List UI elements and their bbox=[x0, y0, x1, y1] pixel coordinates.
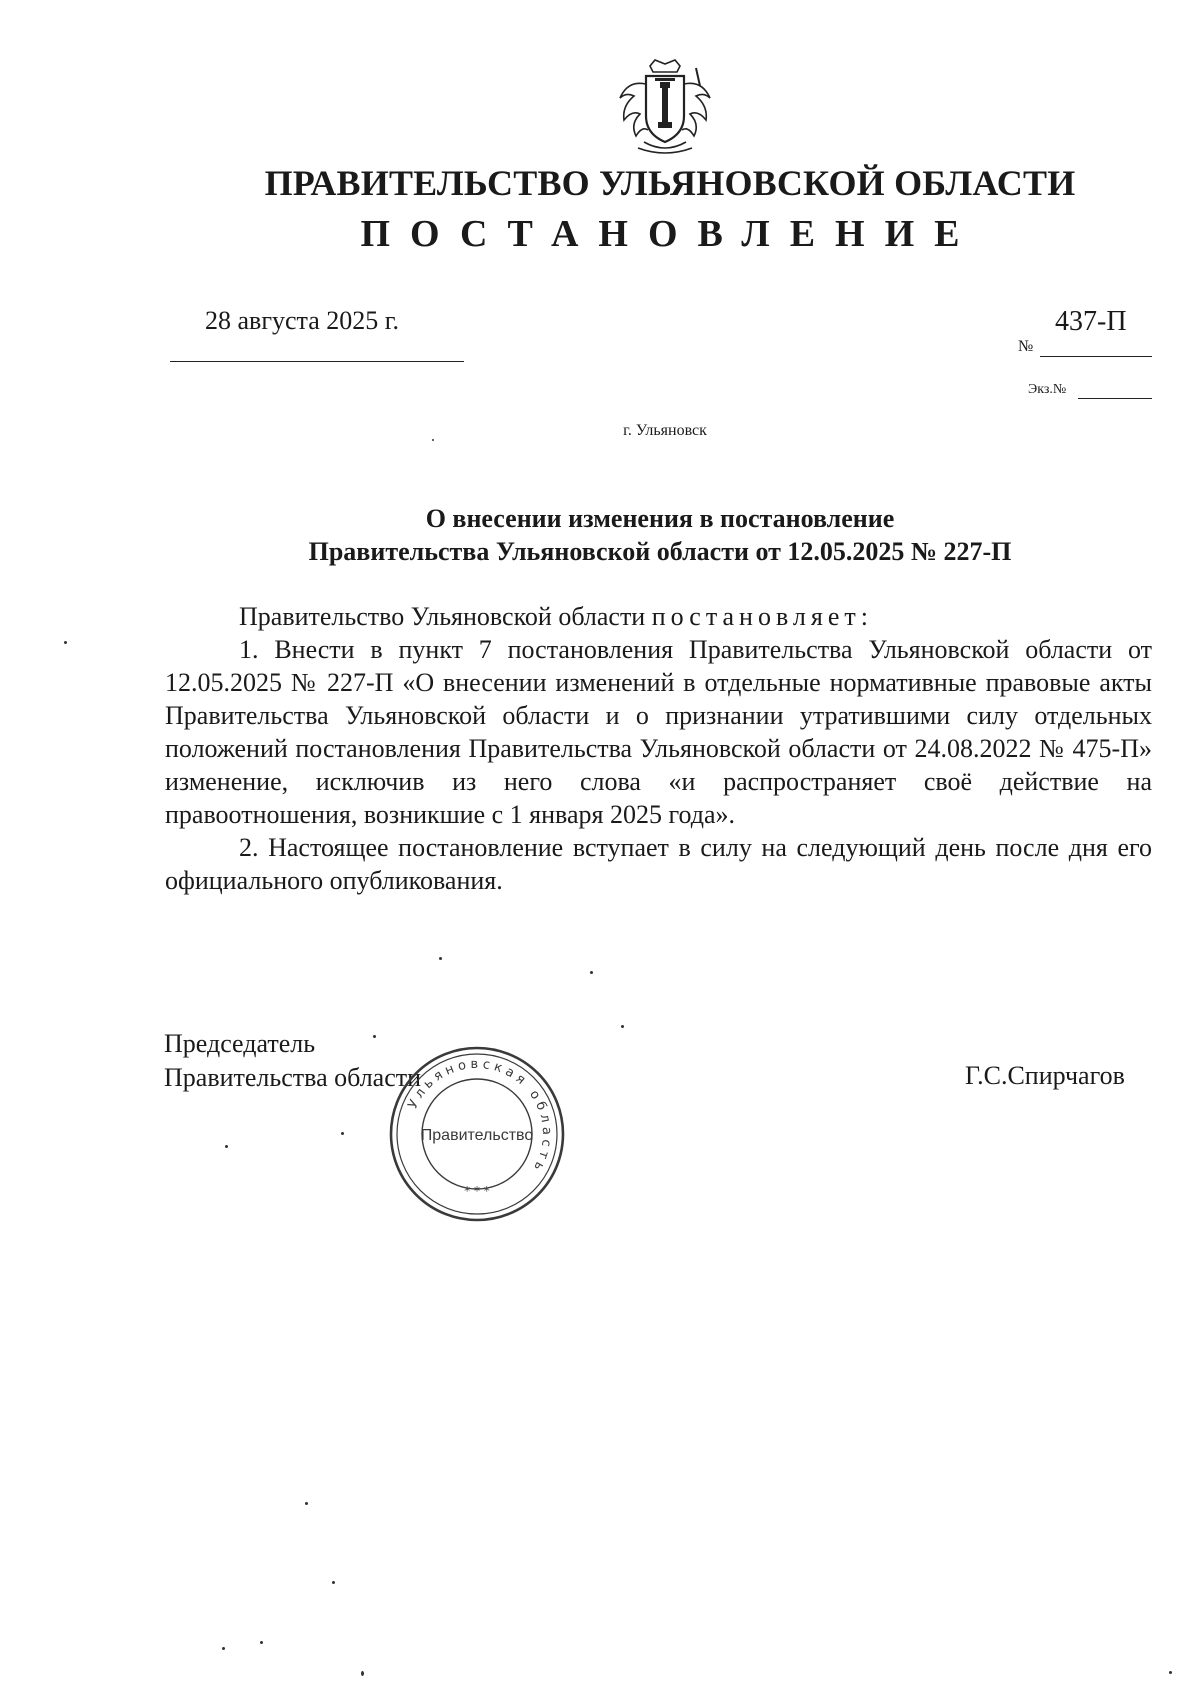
document-subject bbox=[160, 502, 1160, 568]
scan-speck bbox=[1169, 1671, 1172, 1674]
subject-line-2: Правительства Ульяновской области от 12.05.2025 № 227-П bbox=[308, 537, 1012, 566]
intro-prefix: Правительство Ульяновской области bbox=[239, 602, 652, 631]
scan-speck bbox=[361, 1671, 364, 1676]
document-type-title: ПОСТАНОВЛЕНИЕ bbox=[360, 213, 980, 255]
scan-speck bbox=[222, 1647, 225, 1650]
intro-suffix: : bbox=[860, 602, 868, 631]
copy-number-label: Экз.№ bbox=[1028, 382, 1067, 397]
number-underline bbox=[1040, 356, 1152, 357]
scan-speck bbox=[305, 1502, 308, 1505]
stamp-stars-icon: * * * bbox=[464, 1184, 490, 1198]
copy-number-underline bbox=[1078, 398, 1152, 399]
signatory-role-line-2: Правительства области bbox=[164, 1063, 422, 1092]
subject-line-1: О внесении изменения в постановление bbox=[425, 504, 895, 533]
scan-speck bbox=[439, 957, 442, 960]
intro-verb: постановляет bbox=[651, 602, 861, 631]
stamp-ring-text: Ульяновская область bbox=[405, 1056, 555, 1177]
signatory-role bbox=[164, 1027, 421, 1095]
scan-speck bbox=[260, 1641, 263, 1644]
organization-title: ПРАВИТЕЛЬСТВО УЛЬЯНОВСКОЙ ОБЛАСТИ bbox=[264, 163, 1076, 203]
coat-of-arms-icon bbox=[610, 58, 720, 158]
document-city: г. Ульяновск bbox=[623, 422, 707, 439]
document-number: 437-П bbox=[1055, 306, 1127, 337]
item-2-paragraph: 2. Настоящее постановление вступает в силу на следующий день после дня его официального опубликования. bbox=[165, 833, 1152, 895]
signatory-name: Г.С.Спирчагов bbox=[965, 1061, 1125, 1090]
document-date: 28 августа 2025 г. bbox=[205, 306, 399, 335]
scan-speck bbox=[225, 1145, 228, 1148]
scan-speck bbox=[332, 1581, 335, 1584]
scan-speck bbox=[590, 971, 593, 974]
date-underline bbox=[170, 361, 464, 362]
scan-speck bbox=[621, 1025, 624, 1028]
item-1-paragraph: 1. Внести в пункт 7 постановления Правительства Ульяновской области от 12.05.2025 № 227-П «О внесении изменений в отдельные нормативные правовые акты Правительства Ульяновской области и о признании утратившими силу отдельных положений постановления Правительства Ульяновской области от 24.08.2022 № 475-П» изменение, исключив из него слова «и распространяет своё действие на правоотношения, возникшие с 1 января 2025 года». bbox=[165, 635, 1152, 829]
intro-paragraph bbox=[165, 600, 1152, 633]
scan-speck bbox=[373, 1035, 376, 1038]
document-body bbox=[165, 600, 1152, 897]
scan-speck bbox=[341, 1132, 344, 1135]
signatory-role-line-1: Председатель bbox=[164, 1029, 316, 1058]
scan-speck bbox=[64, 641, 67, 644]
stamp-center-text: Правительство bbox=[420, 1127, 534, 1144]
number-sign-label: № bbox=[1018, 338, 1034, 355]
official-stamp bbox=[388, 1045, 566, 1223]
scan-speck bbox=[432, 439, 434, 441]
